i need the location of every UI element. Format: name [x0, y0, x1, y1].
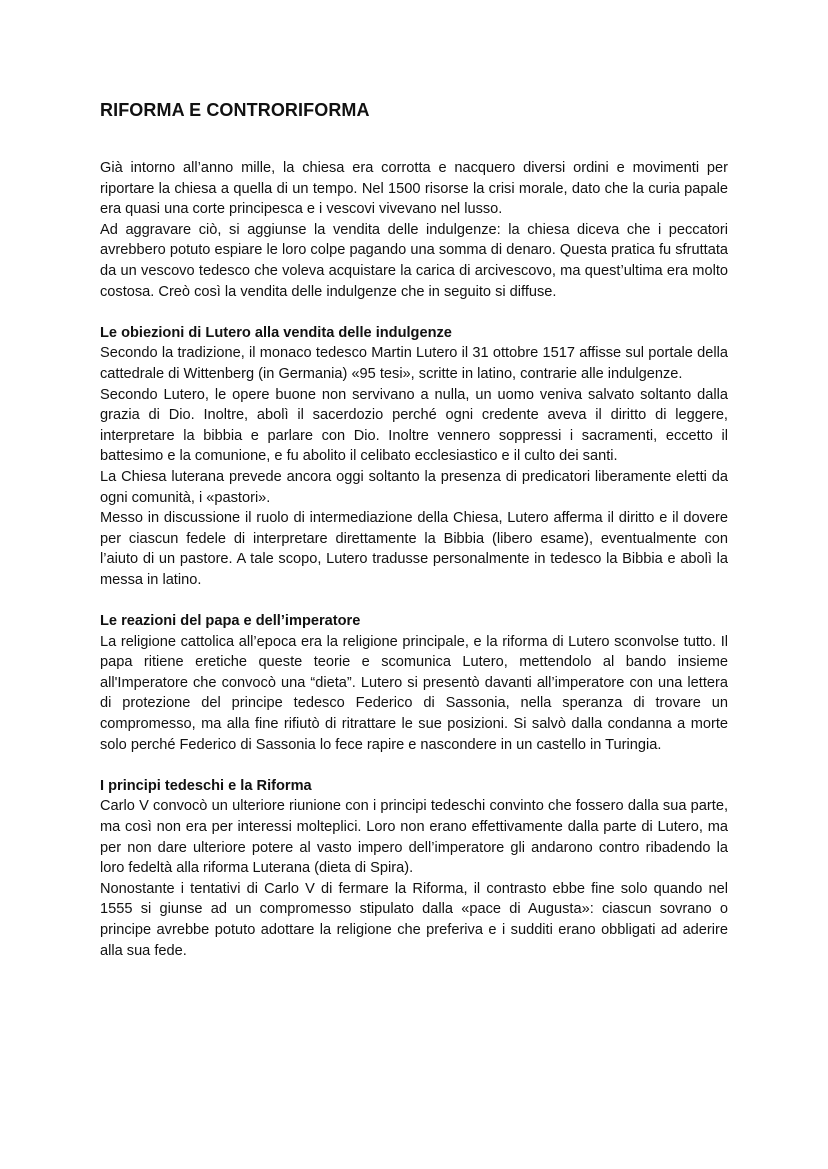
section-paragraph: La Chiesa luterana prevede ancora oggi soltanto la presenza di predicatori liberamente eletti da ogni comunità, i «pastori».: [100, 468, 728, 506]
section-paragraph: Carlo V convocò un ulteriore riunione con i principi tedeschi convinto che fossero dalla sua parte, ma così non era per interessi molteplici. Loro non erano effettivamente dalla parte di Lutero, ma per non dare ulteriore potere al vasto impero dell’imperatore gli andarono contro ribadendo la loro fedeltà alla riforma Luterana (dieta di Spira).: [100, 798, 728, 877]
section-paragraph: Secondo Lutero, le opere buone non servivano a nulla, un uomo veniva salvato soltanto dalla grazia di Dio. Inoltre, abolì il sacerdozio perché ogni credente aveva il diritto di leggere, interpretare la bibbia e parlare con Dio. Inoltre vennero soppressi i sacramenti, eccetto il battesimo e la comunione, e fu abolito il celibato ecclesiastico e il culto dei santi.: [100, 386, 728, 465]
document-page: [100, 96, 728, 961]
section-reazioni-papa-imperatore: [100, 611, 728, 755]
section-paragraph: Messo in discussione il ruolo di intermediazione della Chiesa, Lutero afferma il diritto e il dovere per ciascun fedele di interpretare direttamente la Bibbia (libero esame), eventualmente con l’aiuto di un pastore. A tale scopo, Lutero tradusse personalmente in tedesco la Bibbia e abolì la messa in latino.: [100, 510, 728, 588]
intro-paragraph-2: Ad aggravare ciò, si aggiunse la vendita delle indulgenze: la chiesa diceva che i peccatori avrebbero potuto espiare le loro colpe pagando una somma di denaro. Questa pratica fu sfruttata da un vescovo tedesco che voleva acquistare la carica di arcivescovo, ma quest’ultima era molto costosa. Creò così la vendita delle indulgenze che in seguito si diffuse.: [100, 221, 728, 300]
section-heading: I principi tedeschi e la Riforma: [100, 777, 312, 794]
page-title: RIFORMA E CONTRORIFORMA: [100, 100, 370, 120]
intro-section: [100, 158, 728, 302]
section-paragraph: Secondo la tradizione, il monaco tedesco Martin Lutero il 31 ottobre 1517 affisse sul portale della cattedrale di Wittenberg (in Germania) «95 tesi», scritte in latino, contrarie alle indulgenze.: [100, 345, 728, 382]
section-paragraph: La religione cattolica all’epoca era la religione principale, e la riforma di Lutero sconvolse tutto. Il papa ritiene eretiche queste teorie e scomunica Lutero, mettendolo al bando insieme all'Imperatore che convocò una “dieta”. Lutero si presentò davanti all’imperatore con una lettera di protezione del principe tedesco Federico di Sassonia, nella speranza di trovare un compromesso, ma alla fine rifiutò di ritrattare le sue posizioni. Si salvò dalla condanna a morte solo perché Federico di Sassonia lo fece rapire e nascondere in un castello in Turingia.: [100, 633, 728, 753]
section-obiezioni-lutero: [100, 323, 728, 591]
section-heading: Le reazioni del papa e dell’imperatore: [100, 613, 361, 630]
section-paragraph: Nonostante i tentativi di Carlo V di fermare la Riforma, il contrasto ebbe fine solo quando nel 1555 si giunse ad un compromesso stipulato dalla «pace di Augusta»: ciascun sovrano o principe avrebbe potuto adottare la religione che preferiva e i sudditi erano obbligati ad aderire alla sua fede.: [100, 880, 728, 959]
intro-paragraph-1: Già intorno all’anno mille, la chiesa era corrotta e nacquero diversi ordini e movimenti per riportare la chiesa a quella di un tempo. Nel 1500 risorse la crisi morale, dato che la curia papale era quasi una corte principesca e i vescovi vivevano nel lusso.: [100, 160, 728, 218]
section-principi-tedeschi: [100, 776, 728, 961]
section-heading: Le obiezioni di Lutero alla vendita delle indulgenze: [100, 324, 452, 341]
